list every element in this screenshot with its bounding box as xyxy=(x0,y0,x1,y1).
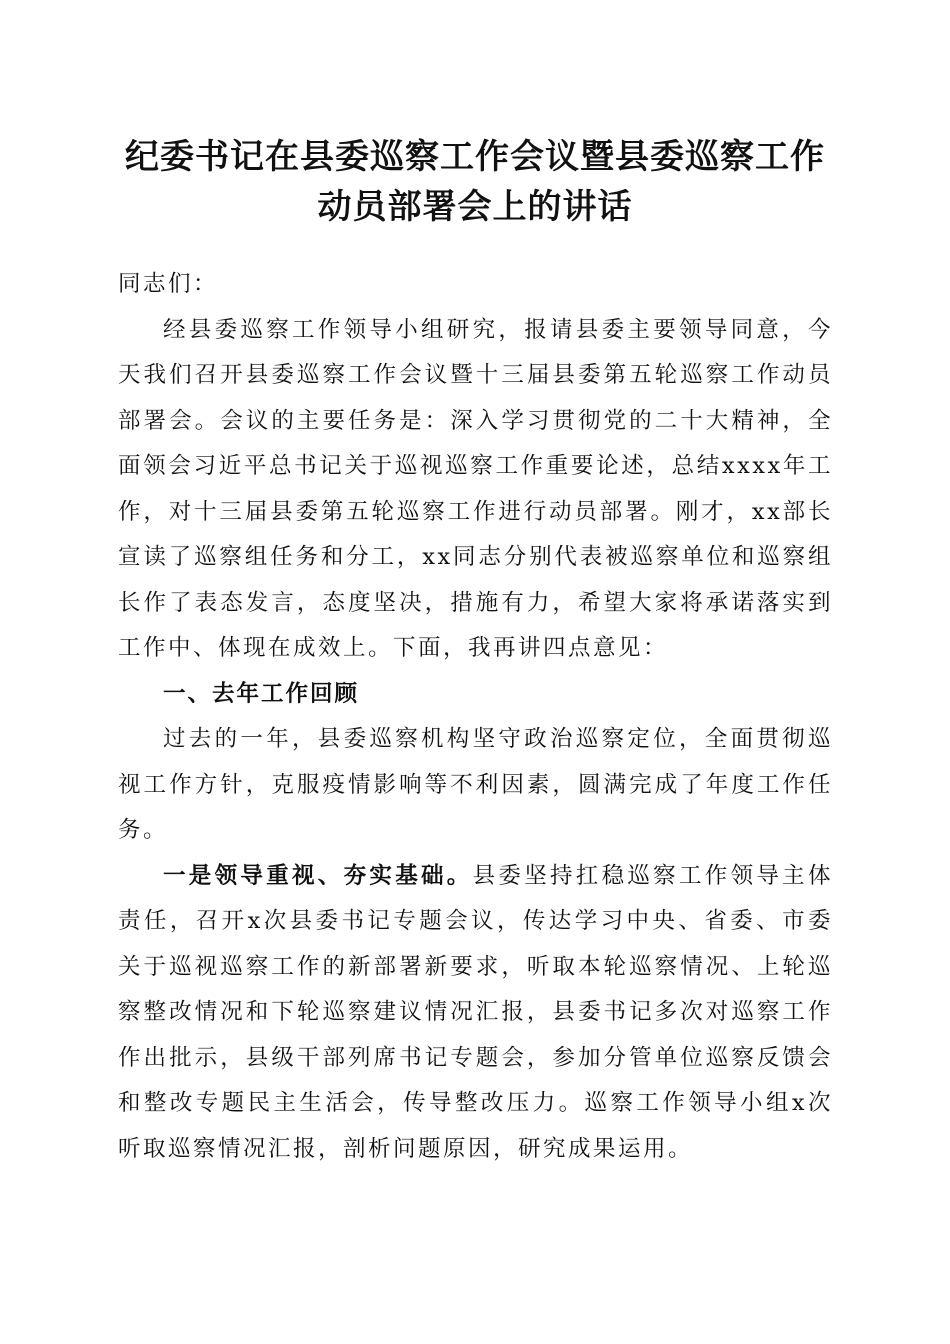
title-line-1: 纪委书记在县委巡察工作会议暨县委巡察工作 xyxy=(125,137,825,177)
section-heading: 一、去年工作回顾 xyxy=(163,680,360,707)
document-title xyxy=(100,132,850,232)
intro-paragraph: 经县委巡察工作领导小组研究，报请县委主要领导同意，今天我们召开县委巡察工作会议暨十三届县委第五轮巡察工作动员部署会。会议的主要任务是：深入学习贯彻党的二十大精神，全面领会习近平总书记关于巡视巡察工作重要论述，总结xxxx年工作，对十三届县委第五轮巡察工作进行动员部署。刚才，xx部长宣读了巡察组任务和分工，xx同志分别代表被巡察单位和巡察组长作了表态发言，态度坚决，措施有力，希望大家将承诺落实到工作中、体现在成效上。下面，我再讲四点意见： xyxy=(118,316,833,661)
section-paragraph: 过去的一年，县委巡察机构坚守政治巡察定位，全面贯彻巡视工作方针，克服疫情影响等不利因素，圆满完成了年度工作任务。 xyxy=(118,726,833,843)
salutation: 同志们： xyxy=(118,271,219,297)
title-line-2: 动员部署会上的讲话 xyxy=(317,187,633,227)
point-lead: 一是领导重视、夯实基础。 xyxy=(163,862,473,889)
document-body xyxy=(118,262,833,1172)
point-paragraph xyxy=(118,854,833,1173)
point-body: 县委坚持扛稳巡察工作领导主体责任，召开x次县委书记专题会议，传达学习中央、省委、市委关于巡视巡察工作的新部署新要求，听取本轮巡察情况、上轮巡察整改情况和下轮巡察建议情况汇报，县委书记多次对巡察工作作出批示，县级干部列席书记专题会，参加分管单位巡察反馈会和整改专题民主生活会，传导整改压力。巡察工作领导小组x次听取巡察情况汇报，剖析问题原因，研究成果运用。 xyxy=(118,862,833,1162)
